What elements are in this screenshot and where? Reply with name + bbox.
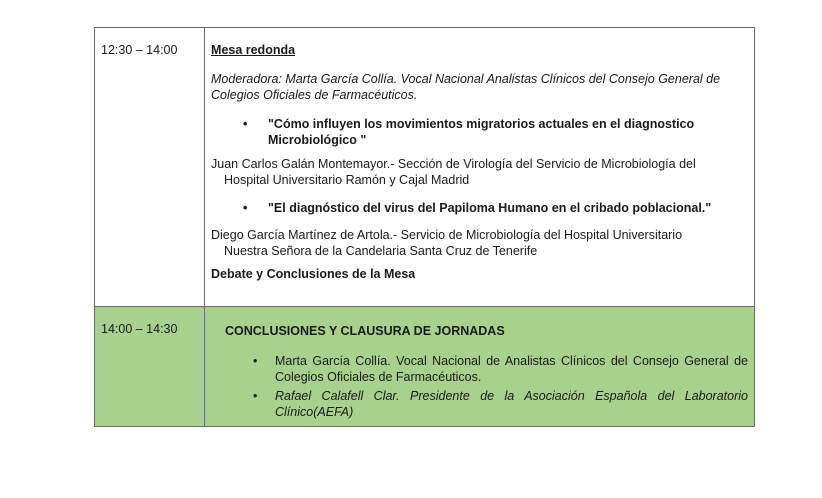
session-title: CONCLUSIONES Y CLAUSURA DE JORNADAS: [225, 324, 505, 338]
list-item: [253, 388, 748, 420]
speaker-line: Hospital Universitario Ramón y Cajal Madrid: [224, 173, 470, 187]
speaker-line: Nuestra Señora de la Candelaria Santa Cruz de Tenerife: [224, 244, 538, 258]
program-row-mesa-redonda: [95, 28, 754, 307]
talk-title: "El diagnóstico del virus del Papiloma Humano en el cribado poblacional.": [268, 201, 712, 215]
time-cell: [95, 307, 205, 426]
bullet-icon: •: [253, 389, 258, 403]
bullet-icon: •: [243, 201, 248, 215]
moderator-text: Moderadora: Marta García Collía. Vocal Nacional Analistas Clínicos del Consejo General de Colegios Oficiales de Farmacéuticos.: [211, 72, 721, 102]
bullet-icon: •: [253, 354, 258, 368]
speaker-info: [211, 227, 748, 259]
participant-list: [253, 353, 748, 420]
session-content: [205, 28, 754, 306]
session-content: [205, 307, 754, 426]
list-item: [253, 353, 748, 385]
participant-text: Rafael Calafell Clar. Presidente de la Asociación Española del Laboratorio Clínico(AEFA): [275, 389, 748, 419]
session-title: Mesa redonda: [211, 43, 296, 57]
bullet-icon: •: [243, 117, 248, 131]
talk-item: [243, 200, 748, 216]
participant-text: Marta García Collía. Vocal Nacional de Analistas Clínicos del Consejo General de Colegios Oficiales de Farmacéuticos.: [275, 354, 748, 384]
time-cell: [95, 28, 205, 306]
speaker-line: Juan Carlos Galán Montemayor.- Sección de Virología del Servicio de Microbiología del: [211, 157, 696, 171]
speaker-info: [211, 156, 748, 188]
talk-item: [243, 116, 748, 148]
program-row-clausura: [95, 307, 754, 426]
time-label: 12:30 – 14:00: [101, 43, 178, 57]
time-label: 14:00 – 14:30: [101, 322, 178, 336]
program-table: [94, 27, 755, 427]
debate-text: Debate y Conclusiones de la Mesa: [211, 267, 416, 281]
talk-title: "Cómo influyen los movimientos migratorios actuales en el diagnostico Microbiológico ": [268, 117, 695, 147]
speaker-line: Diego García Martínez de Artola.- Servicio de Microbiología del Hospital Universitario: [211, 228, 683, 242]
